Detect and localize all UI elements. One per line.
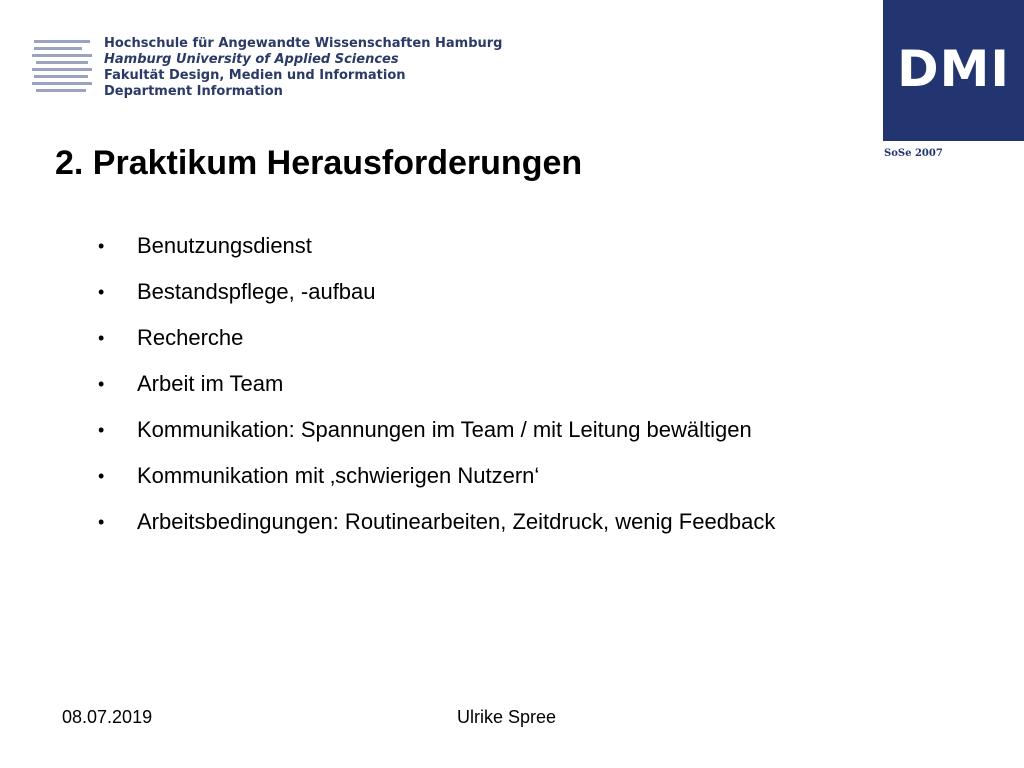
list-item bbox=[98, 269, 775, 315]
university-name bbox=[104, 36, 502, 100]
semester-label: SoSe 2007 bbox=[884, 148, 943, 159]
list-item bbox=[98, 315, 775, 361]
department-badge-label: DMI bbox=[897, 39, 1010, 98]
bullet-text: Bestandspflege, -aufbau bbox=[137, 279, 376, 304]
bullet-icon: • bbox=[98, 465, 105, 486]
bullet-icon: • bbox=[98, 511, 105, 532]
bullet-icon: • bbox=[98, 419, 105, 440]
list-item bbox=[98, 361, 775, 407]
bullet-text: Arbeit im Team bbox=[137, 371, 284, 396]
university-logo-icon bbox=[32, 38, 92, 94]
bullet-list bbox=[98, 223, 775, 545]
bullet-text: Arbeitsbedingungen: Routinearbeiten, Zeitdruck, wenig Feedback bbox=[137, 509, 776, 534]
list-item bbox=[98, 407, 775, 453]
bullet-text: Kommunikation: Spannungen im Team / mit Leitung bewältigen bbox=[137, 417, 752, 442]
list-item bbox=[98, 499, 775, 545]
logo-line: Hamburg University of Applied Sciences bbox=[104, 52, 399, 67]
bullet-text: Kommunikation mit ‚schwierigen Nutzern‘ bbox=[137, 463, 540, 488]
footer-author: Ulrike Spree bbox=[457, 707, 557, 727]
slide-title: 2. Praktikum Herausforderungen bbox=[55, 144, 583, 182]
bullet-icon: • bbox=[98, 327, 105, 348]
list-item bbox=[98, 223, 775, 269]
logo-line: Fakultät Design, Medien und Information bbox=[104, 68, 406, 83]
bullet-icon: • bbox=[98, 281, 105, 302]
department-badge bbox=[883, 0, 1024, 141]
logo-line: Hochschule für Angewandte Wissenschaften Hamburg bbox=[104, 36, 503, 51]
footer-date: 08.07.2019 bbox=[62, 707, 153, 727]
bullet-icon: • bbox=[98, 373, 105, 394]
logo-line: Department Information bbox=[104, 84, 283, 99]
bullet-text: Recherche bbox=[137, 325, 244, 350]
list-item bbox=[98, 453, 775, 499]
bullet-text: Benutzungsdienst bbox=[137, 233, 312, 258]
bullet-icon: • bbox=[98, 235, 105, 256]
